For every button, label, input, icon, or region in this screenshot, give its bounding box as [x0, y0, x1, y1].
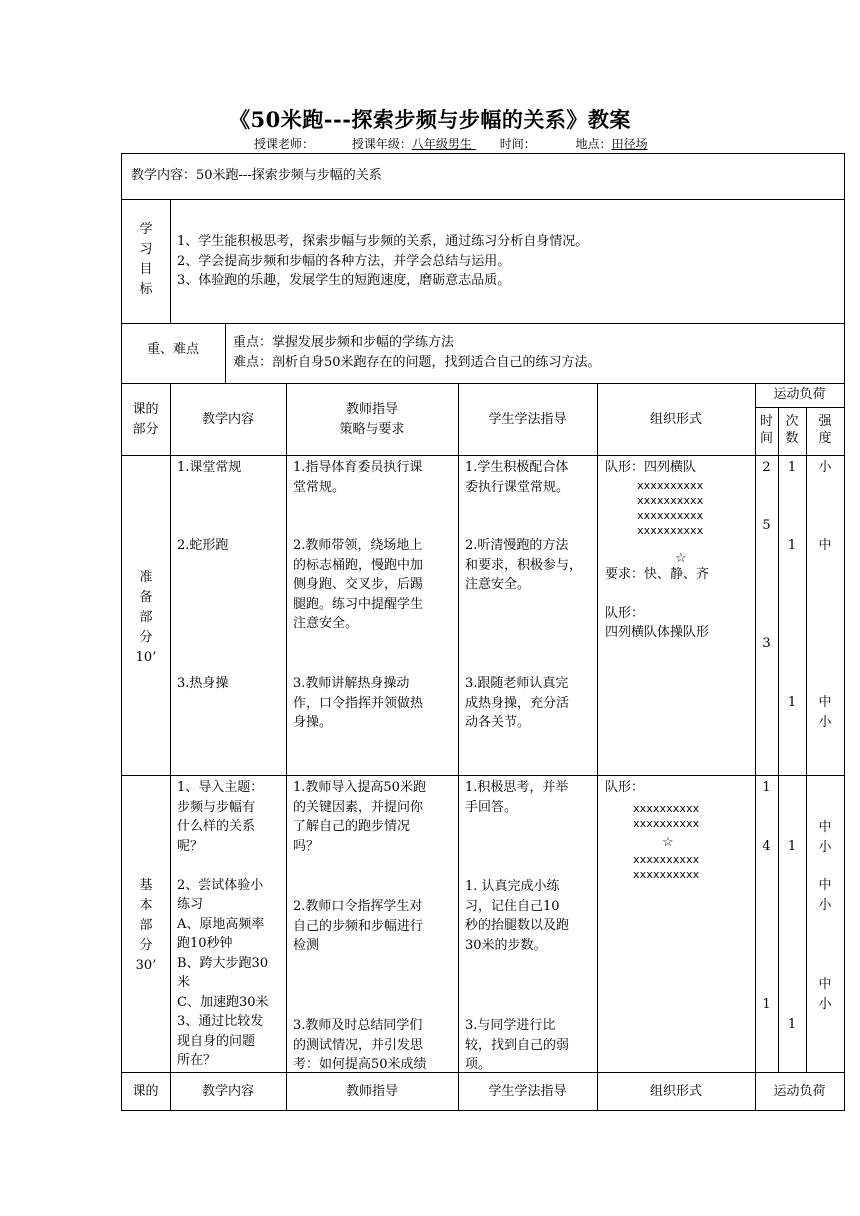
- prep-content-2: 2.蛇形跑: [177, 538, 229, 553]
- basic-time-1: 1: [762, 780, 771, 795]
- prep-org-req: 要求：快、静、齐: [605, 567, 710, 582]
- teaching-content-line: 教学内容：50米跑---探索步频与步幅的关系: [131, 168, 382, 183]
- footer-load: 运动负荷: [773, 1084, 826, 1099]
- basic-intensity-1: 中 小: [818, 820, 832, 855]
- prep-org-line2: 队形：: [605, 606, 645, 621]
- lesson-plan-title: 《50米跑---探索步频与步幅的关系》教案: [229, 107, 631, 132]
- basic-org-line1: 队形：: [605, 780, 645, 795]
- header-org: 组织形式: [649, 412, 702, 427]
- basic-formation-top: [633, 801, 699, 831]
- keypoints-list: [233, 333, 601, 372]
- prep-teacher-2: 2.教师带领，绕场地上 的标志桶跑，慢跑中加 侧身跑、交叉步，后踢 腿跑。练习中提醒学生 注意安全。: [293, 538, 424, 631]
- grade-value: 八年级男生: [411, 137, 472, 151]
- prep-time-3: 3: [762, 636, 771, 651]
- objective-item: 1、学生能积极思考，探索步幅与步频的关系，通过练习分析自身情况。: [177, 234, 589, 249]
- keypoints-label: 重、难点: [146, 342, 199, 357]
- formation-row: xxxxxxxxxx: [633, 853, 700, 866]
- prep-org-line3: 四列横队体操队形: [605, 625, 710, 640]
- prep-student-2: 2.听清慢跑的方法 和要求，积极参与， 注意安全。: [465, 538, 583, 592]
- keypoint-item: 重点：掌握发展步频和步幅的学练方法: [233, 335, 455, 350]
- basic-teacher-1: 1.教师导入提高50米跑 的关键因素，并提问你 了解自己的跑步情况 吗？: [293, 780, 426, 854]
- objectives-list: [177, 232, 588, 291]
- prep-time-2: 5: [762, 518, 771, 533]
- header-content: 教学内容: [201, 412, 254, 427]
- grade-label: 授课年级：: [351, 137, 412, 151]
- prep-count-3: 1: [787, 695, 797, 710]
- footer-part: 课的: [132, 1084, 159, 1099]
- basic-time-3: 1: [762, 997, 771, 1012]
- header-load: 运动负荷: [773, 387, 826, 402]
- basic-count-1: 1: [787, 839, 797, 854]
- teacher-label: 授课老师：: [254, 137, 315, 151]
- footer-content: 教学内容: [201, 1084, 254, 1099]
- prep-student-1: 1.学生积极配合体 委执行课堂常规。: [465, 460, 570, 495]
- header-student: 学生学法指导: [488, 412, 567, 427]
- prep-intensity-2: 中: [818, 538, 832, 553]
- objectives-label: 学 习 目 标: [139, 222, 153, 297]
- prep-teacher-3: 3.教师讲解热身操动 作，口令指挥并领做热 身操。: [293, 676, 424, 730]
- prep-time-1: 2: [762, 460, 771, 475]
- prep-student-3: 3.跟随老师认真完 成热身操，充分活 动各关节。: [465, 676, 570, 730]
- basic-time-2: 4: [762, 839, 771, 854]
- objective-item: 3、体验跑的乐趣，发展学生的短跑速度，磨砺意志品质。: [177, 273, 511, 288]
- basic-content: 1、导入主题： 步频与步幅有 什么样的关系 呢？ 2、尝试体验小 练习 A、原地高频率 跑10秒钟 B、跨大步跑30 米 C、加速跑30米 3、通过比较发 现自身的问题 所在？: [177, 780, 269, 1068]
- formation-row: xxxxxxxxxx: [637, 509, 704, 522]
- prep-count-1: 1: [787, 460, 797, 475]
- objective-item: 2、学会提高步频和步幅的各种方法，并学会总结与运用。: [177, 253, 511, 269]
- teacher-star-icon: ☆: [662, 835, 674, 850]
- header-count: 次 数: [785, 414, 799, 446]
- basic-teacher-3: 3.教师及时总结同学们 的测试情况，并引发思 考：如何提高50米成绩: [293, 1018, 427, 1072]
- basic-student-1: 1.积极思考，并举 手回答。: [465, 780, 569, 815]
- place-label: 地点：: [575, 137, 612, 151]
- prep-org-line1: 队形：四列横队: [605, 460, 697, 475]
- footer-org: 组织形式: [649, 1084, 702, 1099]
- footer-teacher: 教师指导: [345, 1084, 398, 1099]
- basic-count-2: 1: [787, 1017, 797, 1032]
- formation-row: xxxxxxxxxx: [633, 802, 700, 815]
- basic-teacher-2: 2.教师口令指挥学生对 自己的步频和步幅进行 检测: [293, 899, 424, 953]
- basic-student-2: 1. 认真完成小练 习，记住自己10 秒的抬腿数以及跑 30米的步数。: [465, 879, 570, 953]
- prep-teacher-1: 1.指导体育委员执行课 堂常规。: [293, 460, 423, 495]
- basic-student-3: 3.与同学进行比 较，找到自己的弱 项。: [465, 1018, 570, 1072]
- formation-row: xxxxxxxxxx: [637, 479, 704, 492]
- teacher-star-icon: ☆: [675, 551, 687, 566]
- place-value: 田径场: [611, 137, 648, 151]
- basic-formation-bottom: [633, 852, 699, 882]
- time-label: 时间：: [499, 137, 536, 151]
- footer-student: 学生学法指导: [488, 1084, 567, 1099]
- header-teacher: 教师指导 策略与要求: [339, 402, 405, 437]
- prep-content-3: 3.热身操: [177, 676, 229, 691]
- basic-label: 基 本 部 分 30’: [135, 878, 157, 973]
- header-time: 时 间: [759, 414, 773, 446]
- formation-row: xxxxxxxxxx: [633, 868, 700, 881]
- prep-count-2: 1: [787, 538, 797, 553]
- basic-intensity-3: 中 小: [818, 977, 832, 1012]
- prep-intensity-1: 小: [818, 460, 832, 475]
- keypoint-item: 难点：剖析自身50米跑存在的问题，找到适合自己的练习方法。: [233, 354, 601, 370]
- header-part: 课的 部分: [132, 402, 159, 437]
- formation-row: xxxxxxxxxx: [633, 817, 700, 830]
- prep-label: 准 备 部 分 10’: [135, 570, 157, 665]
- prep-intensity-3: 中 小: [818, 695, 832, 730]
- prep-formation: [637, 478, 703, 538]
- formation-row: xxxxxxxxxx: [637, 524, 704, 537]
- formation-row: xxxxxxxxxx: [637, 494, 704, 507]
- basic-intensity-2: 中 小: [818, 878, 832, 913]
- prep-content-1: 1.课堂常规: [177, 460, 242, 475]
- header-intensity: 强 度: [818, 414, 832, 446]
